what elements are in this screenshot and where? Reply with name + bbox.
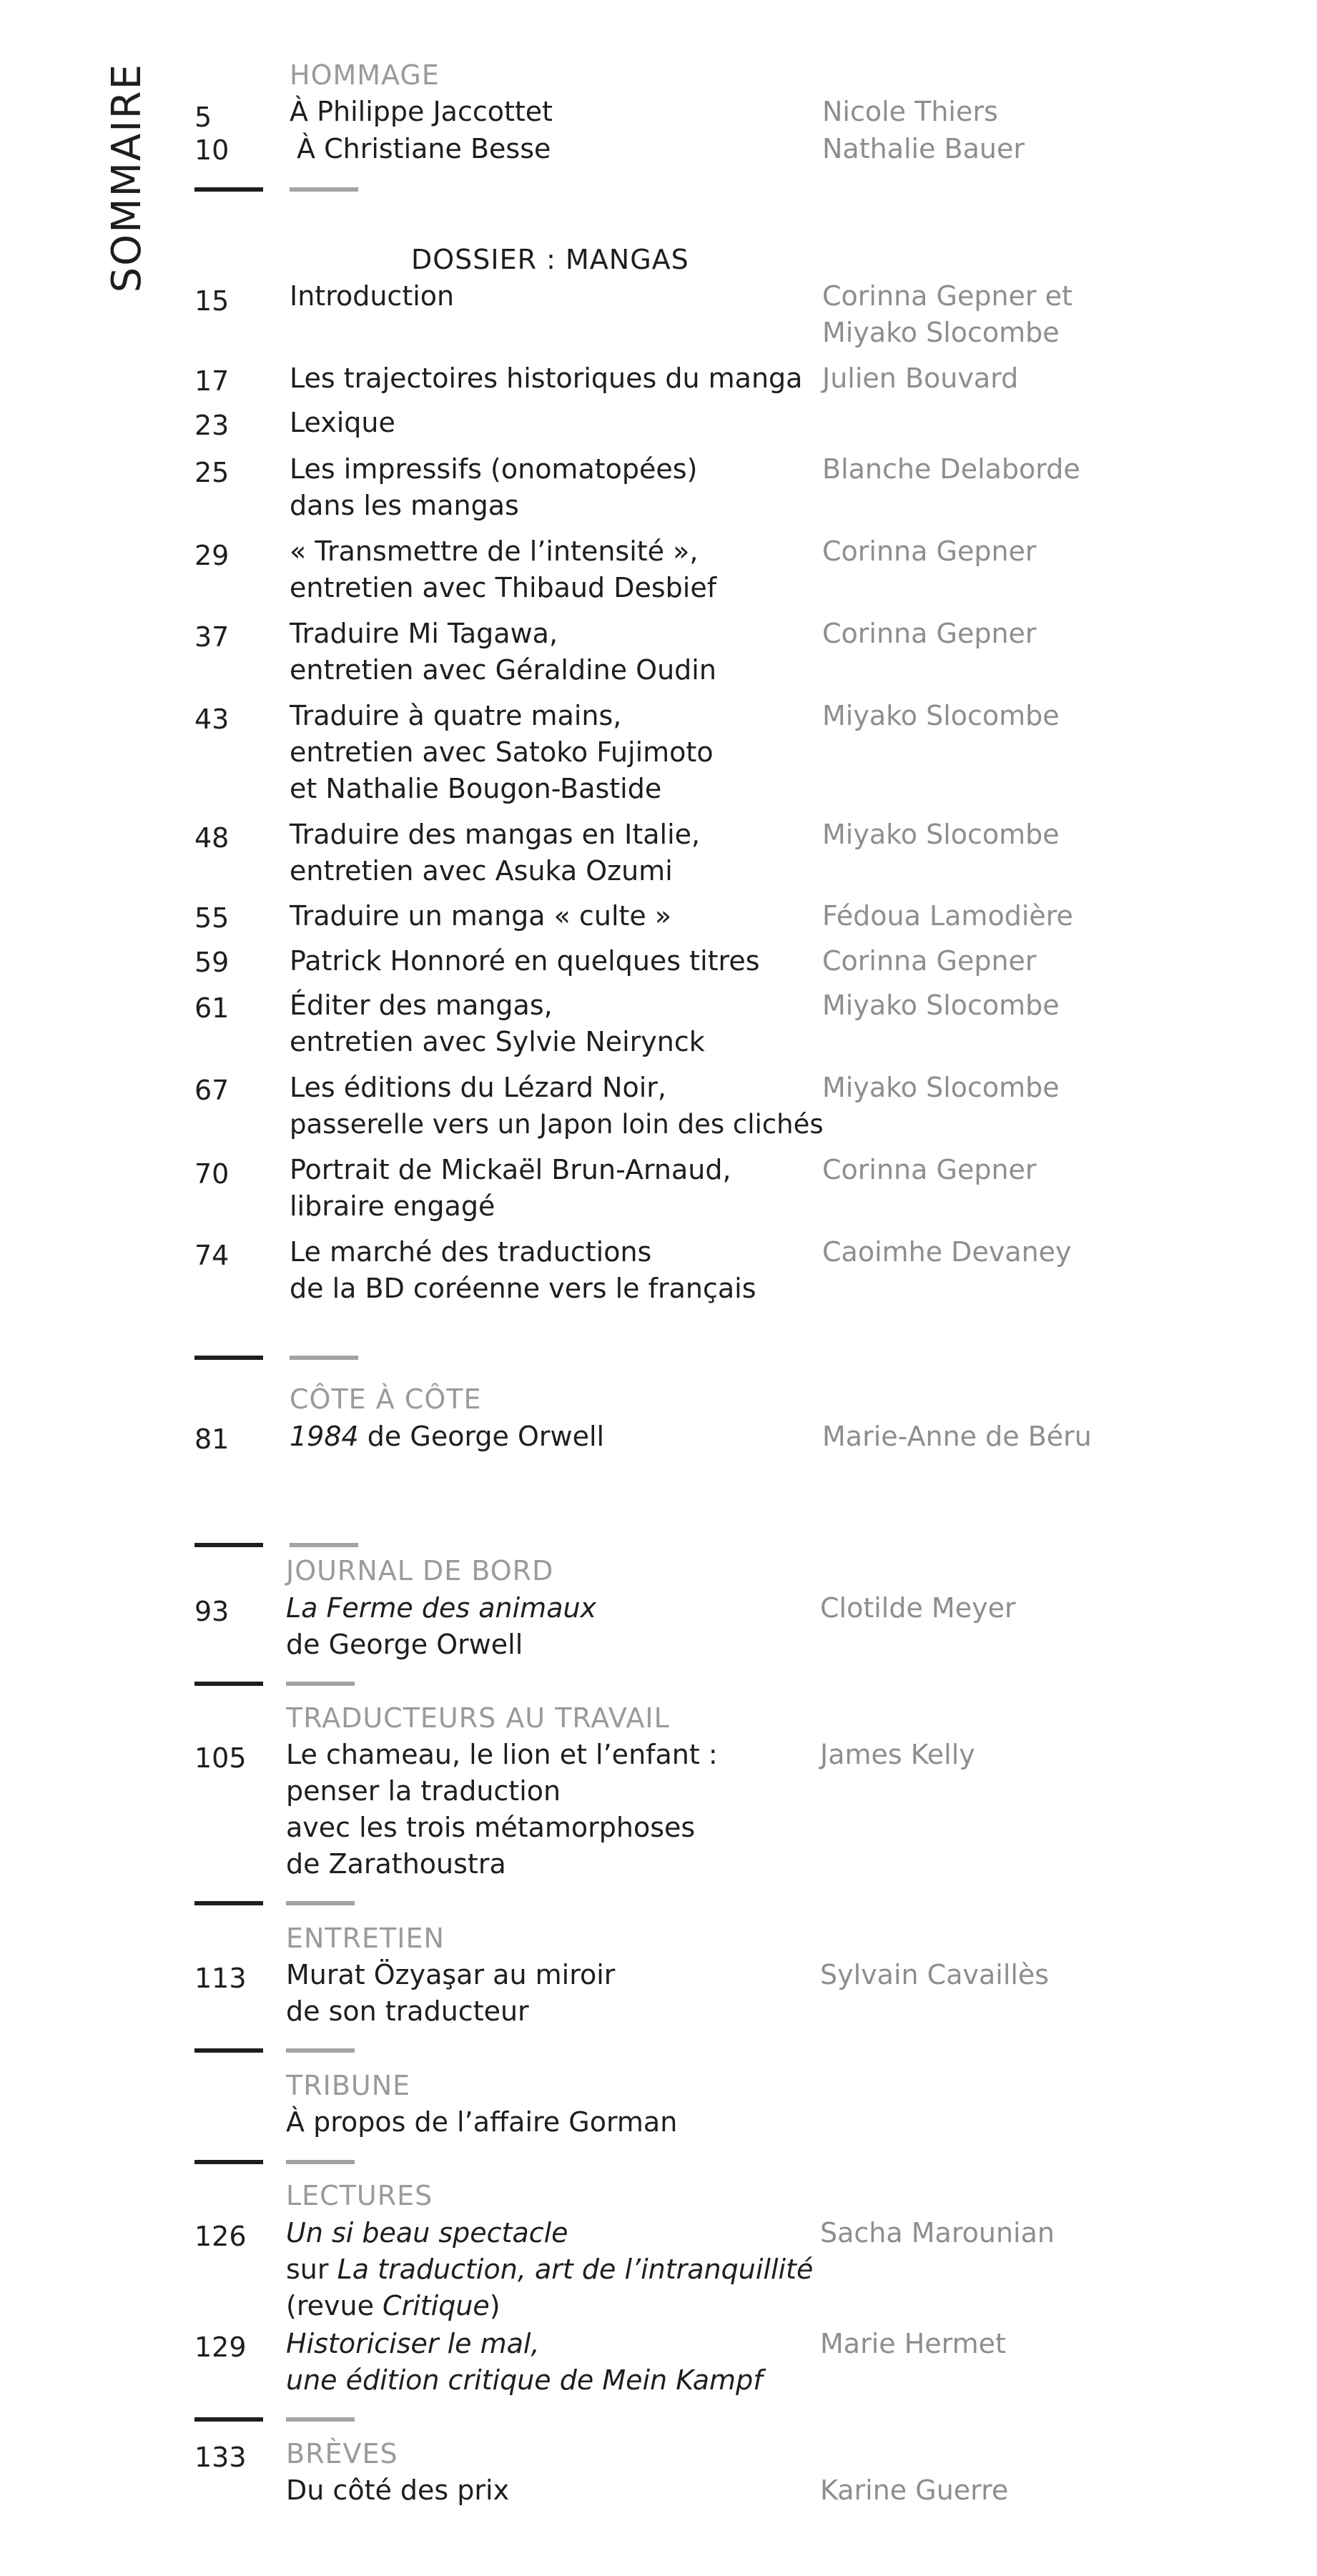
entry-author: Corinna Gepner	[822, 945, 1037, 977]
entry-author: Corinna Gepner et	[822, 280, 1072, 312]
entry-author: Miyako Slocombe	[822, 1072, 1060, 1103]
entry-title: Le marché des traductions	[290, 1236, 652, 1268]
dossier-heading: DOSSIER : MANGAS	[411, 244, 689, 275]
section-rule	[194, 1543, 263, 1547]
page-number: 70	[194, 1158, 230, 1190]
entry-title	[286, 2288, 500, 2324]
entry-title: Traduire des mangas en Italie,	[290, 819, 701, 850]
section-heading-cote-a-cote: CÔTE À CÔTE	[290, 1383, 482, 1415]
section-rule	[194, 2048, 263, 2053]
section-rule	[290, 187, 358, 192]
entry-title-rest: de George Orwell	[358, 1421, 605, 1452]
page-number: 126	[194, 2221, 247, 2252]
section-rule	[286, 2048, 355, 2053]
entry-title: et Nathalie Bougon-Bastide	[290, 773, 662, 804]
entry-title: entretien avec Thibaud Desbief	[290, 572, 717, 603]
entry-title: Du côté des prix	[286, 2474, 510, 2506]
entry-title-part: sur	[286, 2254, 337, 2285]
entry-title-part: (revue	[286, 2290, 383, 2321]
entry-title: La Ferme des animaux	[286, 1592, 597, 1624]
entry-author: Miyako Slocombe	[822, 700, 1060, 731]
page-number: 10	[194, 134, 230, 166]
section-heading-breves: BRÈVES	[286, 2438, 398, 2469]
section-rule	[194, 2417, 263, 2422]
section-heading-entretien: ENTRETIEN	[286, 1923, 445, 1954]
entry-author: Blanche Delaborde	[822, 453, 1080, 485]
section-heading-hommage: HOMMAGE	[290, 59, 440, 91]
entry-title: de Zarathoustra	[286, 1848, 506, 1880]
entry-author: Karine Guerre	[820, 2474, 1009, 2506]
page-number: 81	[194, 1423, 230, 1455]
entry-title: À propos de l’affaire Gorman	[286, 2106, 678, 2138]
entry-title: entretien avec Sylvie Neirynck	[290, 1026, 705, 1057]
page-number: 17	[194, 365, 230, 397]
section-rule	[290, 1356, 358, 1360]
entry-title: Éditer des mangas,	[290, 990, 553, 1021]
entry-title: Historiciser le mal,	[286, 2328, 540, 2359]
entry-title: Traduire à quatre mains,	[290, 700, 622, 731]
section-rule	[286, 2160, 355, 2164]
entry-title: passerelle vers un Japon loin des clichés	[290, 1109, 824, 1140]
page-number: 59	[194, 947, 230, 978]
page-number: 113	[194, 1963, 247, 1994]
page-number: 25	[194, 457, 230, 488]
entry-title: Les impressifs (onomatopées)	[290, 453, 698, 485]
section-rule	[286, 1682, 355, 1686]
page-number: 48	[194, 822, 230, 854]
section-rule	[290, 1543, 358, 1547]
entry-title: de George Orwell	[286, 1629, 523, 1660]
entry-title: « Transmettre de l’intensité »,	[290, 536, 699, 567]
page-number: 74	[194, 1240, 230, 1271]
entry-title: Murat Özyaşar au miroir	[286, 1959, 616, 1990]
entry-author: Corinna Gepner	[822, 1154, 1037, 1185]
entry-title: Traduire un manga « culte »	[290, 900, 672, 932]
section-heading-journal-de-bord: JOURNAL DE BORD	[286, 1555, 554, 1586]
entry-title: entretien avec Géraldine Oudin	[290, 654, 716, 686]
entry-title-italic: Critique	[383, 2290, 490, 2321]
page-number: 61	[194, 992, 230, 1024]
entry-title: Portrait de Mickaël Brun-Arnaud,	[290, 1154, 731, 1185]
page-number: 133	[194, 2442, 247, 2473]
entry-author: Nathalie Bauer	[822, 133, 1025, 164]
entry-title: de la BD coréenne vers le français	[290, 1273, 756, 1304]
page-number: 43	[194, 704, 230, 735]
entry-title: avec les trois métamorphoses	[286, 1812, 696, 1843]
sommaire-vertical-title: SOMMAIRE	[104, 63, 150, 293]
entry-title: À Christiane Besse	[297, 133, 551, 164]
entry-author: Miyako Slocombe	[822, 317, 1060, 348]
entry-author: Fédoua Lamodière	[822, 900, 1073, 932]
entry-title-part: )	[489, 2290, 500, 2321]
entry-title: entretien avec Asuka Ozumi	[290, 855, 673, 887]
section-heading-lectures: LECTURES	[286, 2180, 433, 2211]
section-rule	[194, 2160, 263, 2164]
entry-author: Marie-Anne de Béru	[822, 1421, 1092, 1452]
entry-title: À Philippe Jaccottet	[290, 96, 553, 127]
entry-title: libraire engagé	[290, 1190, 495, 1222]
entry-title-italic: La traduction, art de l’intranquillité	[337, 2254, 814, 2285]
entry-title	[290, 1418, 604, 1455]
page-number: 67	[194, 1075, 230, 1106]
page-number: 55	[194, 902, 230, 934]
entry-author: Marie Hermet	[820, 2328, 1006, 2359]
entry-title: Introduction	[290, 280, 455, 312]
entry-title: Un si beau spectacle	[286, 2217, 568, 2249]
section-rule	[194, 187, 263, 192]
entry-title: dans les mangas	[290, 490, 519, 521]
section-heading-traducteurs-au-travail: TRADUCTEURS AU TRAVAIL	[286, 1702, 670, 1734]
entry-author: Clotilde Meyer	[820, 1592, 1016, 1624]
entry-title: une édition critique de Mein Kampf	[286, 2364, 763, 2396]
entry-author: Sylvain Cavaillès	[820, 1959, 1050, 1990]
entry-author: Corinna Gepner	[822, 536, 1037, 567]
entry-title: Lexique	[290, 407, 395, 438]
entry-title: de son traducteur	[286, 1995, 529, 2027]
entry-title: Le chameau, le lion et l’enfant :	[286, 1739, 718, 1770]
section-rule	[194, 1901, 263, 1905]
entry-author: Caoimhe Devaney	[822, 1236, 1072, 1268]
section-rule	[194, 1356, 263, 1360]
page-number: 23	[194, 410, 230, 441]
entry-author: Julien Bouvard	[822, 362, 1019, 394]
page-number: 37	[194, 621, 230, 653]
page-number: 129	[194, 2331, 247, 2363]
entry-author: Nicole Thiers	[822, 96, 998, 127]
section-rule	[194, 1682, 263, 1686]
section-rule	[286, 1901, 355, 1905]
entry-author: Miyako Slocombe	[822, 990, 1060, 1021]
section-rule	[286, 2417, 355, 2422]
entry-title: Patrick Honnoré en quelques titres	[290, 945, 760, 977]
entry-title: Les trajectoires historiques du manga	[290, 362, 803, 394]
section-heading-tribune: TRIBUNE	[286, 2070, 411, 2101]
page-number: 5	[194, 102, 212, 133]
entry-author: James Kelly	[820, 1739, 975, 1770]
entry-title-italic: 1984	[290, 1421, 359, 1452]
entry-title	[286, 2251, 813, 2288]
entry-title: Les éditions du Lézard Noir,	[290, 1072, 666, 1103]
page-number: 93	[194, 1596, 230, 1627]
entry-author: Miyako Slocombe	[822, 819, 1060, 850]
entry-author: Corinna Gepner	[822, 618, 1037, 649]
entry-title: penser la traduction	[286, 1775, 561, 1807]
page-number: 105	[194, 1742, 247, 1774]
entry-author: Sacha Marounian	[820, 2217, 1055, 2249]
page-number: 29	[194, 540, 230, 571]
entry-title: Traduire Mi Tagawa,	[290, 618, 558, 649]
entry-title: entretien avec Satoko Fujimoto	[290, 736, 714, 768]
page-number: 15	[194, 285, 230, 317]
